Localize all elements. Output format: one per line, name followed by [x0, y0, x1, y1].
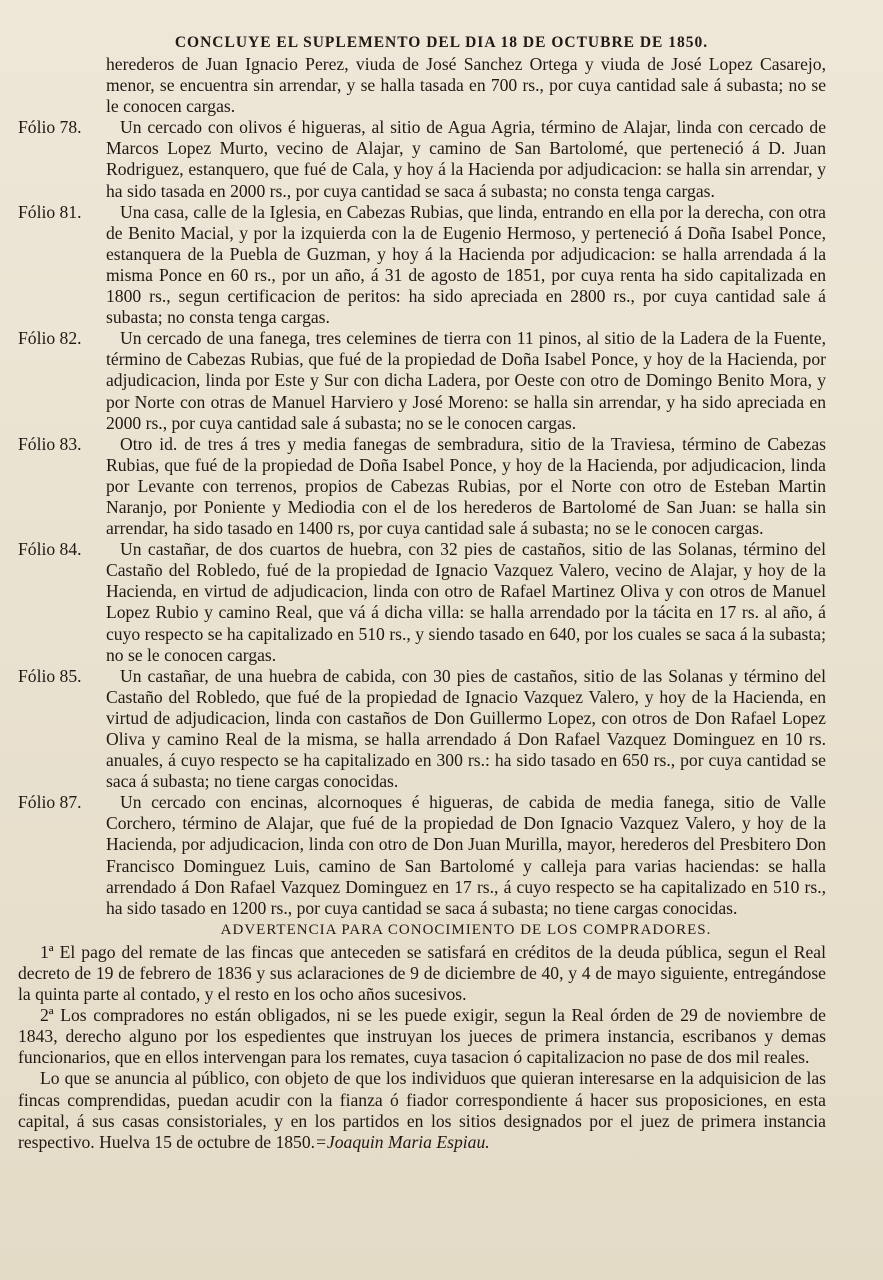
folio-label: Fólio 83. — [18, 433, 82, 454]
entry-text: Un cercado con encinas, alcornoques é higueras, de cabida de media fanega, sitio de Valle Corchero, término de Alajar, que fué de la propiedad de Don Ignacio Vazquez Valero, y hoy de la Hacienda, por adjudicacion, linda con otro de Don Juan Murilla, mayor, herederos del Presbitero Don Francisco Dominguez Luis, camino de San Bartolomé y calleja para varias haciendas: se halla arrendado á Don Rafael Vazquez Dominguez en 17 rs., á cuyo respecto se ha capitalizado en 510 rs., ha sido tasado en 1200 rs., por cuya cantidad se saca á subasta; no tiene cargas conocidas. — [106, 792, 826, 918]
folio-label: Fólio 81. — [18, 201, 82, 222]
note-1: 1ª El pago del remate de las fincas que anteceden se satisfará en créditos de la deuda pública, segun el Real decreto de 19 de febrero de 1836 y sus aclaraciones de 9 de diciembre de 40, y 4 de mayo siguiente, entregándose la quinta parte al contado, y el resto en los ocho años sucesivos. — [18, 941, 826, 1005]
entry-text: Un castañar, de una huebra de cabida, con 30 pies de castaños, sitio de las Solanas y término del Castaño del Robledo, que fué de la propiedad de Ignacio Vazquez Valero, y hoy de la Hacienda, en virtud de adjudicacion, linda con castaños de Don Guillermo Lopez, con otros de Don Rafael Lopez Oliva y camino Real de la misma, se halla arrendado á Don Rafael Vazquez Dominguez en 10 rs. anuales, á cuyo respecto se ha capitalizado en 300 rs.: ha sido tasado en 650 rs., por cuya cantidad se saca á subasta; no tiene cargas conocidas. — [106, 665, 826, 792]
entry-folio-82 — [18, 328, 826, 433]
folio-label: Fólio 84. — [18, 539, 82, 560]
intro-paragraph — [106, 54, 826, 117]
entry-folio-83 — [18, 433, 826, 539]
folio-label: Fólio 82. — [18, 328, 82, 349]
folio-label: Fólio 78. — [18, 117, 82, 138]
entry-text: Un cercado de una fanega, tres celemines de tierra con 11 pinos, al sitio de la Ladera de la Fuente, término de Cabezas Rubias, que fué de la propiedad de Doña Isabel Ponce, y hoy de la Hacienda, por adjudicacion, linda por Este y Sur con dicha Ladera, por Oeste con otro de Domingo Benito Mora, y por Norte con otras de Manuel Harviero y José Moreno: se halla sin arrendar, y ha sido apreciada en 2000 rs., por cuya cantidad sale á subasta; no se le conocen cargas. — [106, 328, 826, 433]
document-body — [18, 54, 826, 1153]
entry-folio-81 — [18, 201, 826, 329]
entry-folio-78 — [18, 117, 826, 201]
intro-text: herederos de Juan Ignacio Perez, viuda de José Sanchez Ortega y viuda de José Lopez Casarejo, menor, se encuentra sin arrendar, y se halla tasada en 700 rs., por cuya cantidad sale á subasta; no se le conocen cargas. — [106, 54, 826, 117]
entry-text: Una casa, calle de la Iglesia, en Cabezas Rubias, que linda, entrando en ella por la derecha, con otra de Benito Macial, y por la izquierda con la de Eugenio Hermoso, y perteneció á Doña Isabel Ponce, estanquera de la Puebla de Guzman, y hoy á la Hacienda por adjudicacion: se halla arrendada á la misma Ponce en 60 rs., por un año, á 31 de agosto de 1851, por cuya renta ha sido capitalizada en 1800 rs., segun certificacion de peritos: ha sido apreciada en 2800 rs., por cuya cantidad sale á subasta; no consta tenga cargas. — [106, 201, 826, 328]
entry-text: Un castañar, de dos cuartos de huebra, con 32 pies de castaños, sitio de las Solanas, término del Castaño del Robledo, fué de la propiedad de Ignacio Vazquez Valero, vecino de Alajar, y hoy de la Hacienda, en virtud de adjudicacion, linda con otro de Rafael Martinez Oliva y con otros de Manuel Lopez Rubio y camino Real, que vá á dicha villa: se halla arrendado por la tácita en 17 rs. al año, á cuyo respecto se ha capitalizado en 510 rs., y siendo tasado en 640, por los cuales se saca á la subasta; no se le conocen cargas. — [106, 539, 826, 665]
entry-text: Otro id. de tres á tres y media fanegas de sembradura, sitio de la Traviesa, término de Cabezas Rubias, que fué de la propiedad de Doña Isabel Ponce, y hoy de la Hacienda, por adjudicacion, linda por Levante con terrenos, propios de Cabezas Rubias, por el Norte con otro de Esteban Martin Naranjo, por Poniente y Mediodia con el de los herederos de Bartolomé de San Juan: se halla sin arrendar, ha sido tasado en 1400 rs, por cuya cantidad sale á subasta; no se le conocen cargas. — [106, 433, 826, 539]
entry-folio-84 — [18, 539, 826, 666]
note-2: 2ª Los compradores no están obligados, ni se les puede exigir, segun la Real órden de 29 de noviembre de 1843, derecho alguno por los espedientes que instruyan los jueces de primera instancia, escribanos y demas funcionarios, que en ellos intervengan para los remates, cuya tasacion ó capitalizacion no pase de dos mil reales. — [18, 1005, 826, 1068]
page-header: CONCLUYE EL SUPLEMENTO DEL DIA 18 DE OCTUBRE DE 1850. — [174, 34, 709, 51]
closing-text: Lo que se anuncia al público, con objeto de que los individuos que quieran interesarse en la adquisicion de las fincas comprendidas, puedan acudir con la fianza ó fiador correspondiente á hacer sus proposiciones, en esta capital, á sus casas consistoriales, y en los partidos en los sitios designados por el juez de primera instancia respectivo. Huelva 15 de octubre de 1850. — [18, 1068, 826, 1152]
advertencia-title: ADVERTENCIA PARA CONOCIMIENTO DE LOS COMPRADORES. — [220, 921, 712, 938]
closing-paragraph — [18, 1068, 826, 1152]
folio-label: Fólio 87. — [18, 792, 82, 813]
folio-label: Fólio 85. — [18, 665, 82, 686]
signature: =Joaquin Maria Espiau. — [315, 1131, 490, 1152]
entry-folio-87 — [18, 792, 826, 919]
entry-folio-85 — [18, 665, 826, 793]
entry-text: Un cercado con olivos é higueras, al sitio de Agua Agria, término de Alajar, linda con cercado de Marcos Lopez Murto, vecino de Alajar, y camino de San Bartolomé, que perteneció á D. Juan Rodriguez, estanquero, que fué de Cala, y hoy á la Hacienda por adjudicacion: se halla sin arrendar, y ha sido tasada en 2000 rs., por cuya cantidad se saca á subasta; no consta tenga cargas. — [106, 117, 826, 201]
